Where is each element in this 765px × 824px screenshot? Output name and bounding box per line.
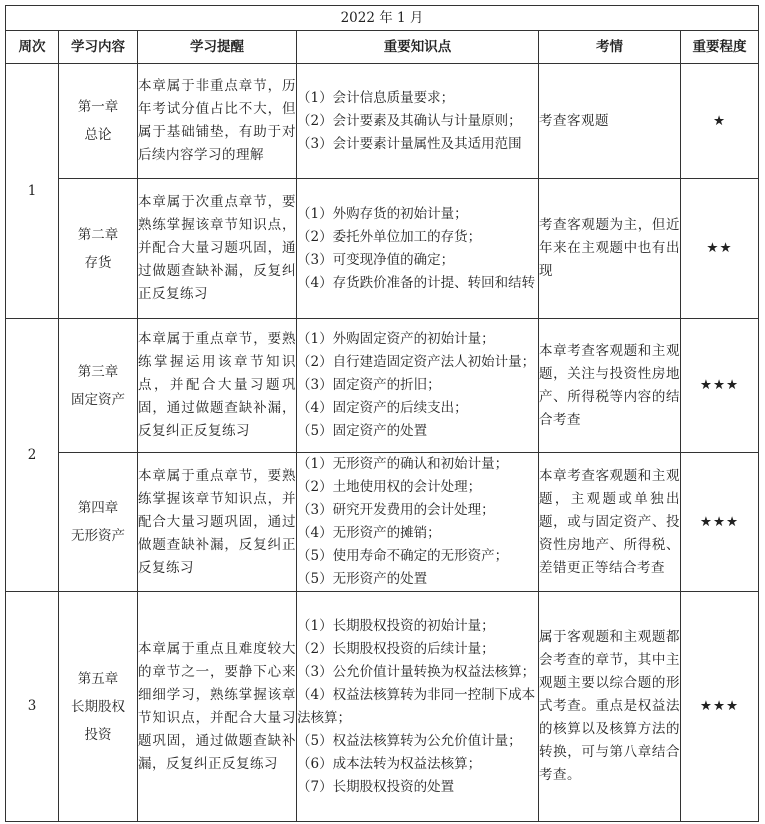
chapter-title: 固定资产 [71,391,125,408]
exam-cell: 考查客观题为主，但近年来在主观题中也有出现 [539,179,681,319]
week-cell: 1 [6,64,59,319]
chapter-number: 第三章 [77,363,119,380]
chapter-title: 无形资产 [71,528,125,544]
chapter-cell [59,64,138,179]
key-point: （7）长期股权投资的处置 [297,778,455,795]
header-row [6,31,759,64]
exam-cell: 本章考查客观题和主观题，主观题或单独出题，或与固定资产、投资性房地产、所得税、差错更正等结合考查 [539,453,681,592]
chapter-number: 第一章 [77,99,119,115]
importance-stars: ★★ [681,179,759,319]
chapter-cell [59,179,138,319]
chapter-title: 长期股权 [71,698,125,715]
chapter-title-cont: 投资 [84,726,112,743]
chapter-title: 总论 [84,127,112,143]
key-point: （4）无形资产的摊销； [297,525,441,541]
key-points-cell [297,592,539,822]
chapter-cell [59,319,138,453]
key-point: （5）使用寿命不确定的无形资产； [297,548,509,564]
key-point: （4）固定资产的后续支出； [297,400,468,416]
key-point: （4）存货跌价准备的计提、转回和结转 [297,274,536,291]
reminder-cell: 本章属于重点章节，要熟练掌握运用该章节知识点，并配合大量习题巩固，通过做题查缺补漏，反复纠正反复练习 [138,319,297,453]
key-point: （2）长期股权投资的后续计量； [297,640,495,657]
key-point: （3）会计要素计量属性及其适用范围 [297,135,522,152]
key-points-cell [297,319,539,453]
table-row [6,179,759,319]
chapter-number: 第五章 [77,670,119,687]
key-point: （6）成本法转为权益法核算； [297,755,482,772]
key-point: （1）无形资产的确认和初始计量； [297,456,509,472]
table-row [6,592,759,822]
header-content: 学习内容 [59,31,138,64]
header-week: 周次 [6,31,59,64]
chapter-title: 存货 [84,254,112,271]
exam-cell: 考查客观题 [539,64,681,179]
key-point: （1）外购存货的初始计量； [297,205,468,222]
importance-stars: ★★★ [681,319,759,453]
exam-cell: 本章考查客观题和主观题，关注与投资性房地产、所得税等内容的结合考查 [539,319,681,453]
table-title: 2022 年 1 月 [6,6,759,31]
key-points-cell [297,453,539,592]
exam-cell: 属于客观题和主观题都会考查的章节，其中主观题主要以综合题的形式考查。重点是权益法的核算以及核算方法的转换，可与第八章结合考查。 [539,592,681,822]
key-point: （2）会计要素及其确认与计量原则； [297,112,522,129]
header-importance: 重要程度 [681,31,759,64]
reminder-cell: 本章属于重点章节，要熟练掌握该章节知识点，并配合大量习题巩固，通过做题查缺补漏，反复纠正反复练习 [138,453,297,592]
key-point: （1）外购固定资产的初始计量； [297,331,495,347]
chapter-number: 第二章 [77,226,119,243]
table-row [6,453,759,592]
chapter-cell [59,453,138,592]
key-point: （1）会计信息质量要求； [297,89,455,106]
study-plan-table [5,5,759,822]
importance-stars: ★ [681,64,759,179]
key-point: （3）固定资产的折旧； [297,377,441,393]
key-point: （5）固定资产的处置 [297,423,428,439]
key-points-cell [297,64,539,179]
key-point: （5）无形资产的处置 [297,571,428,587]
key-point: （3）公允价值计量转换为权益法核算； [297,663,536,680]
title-row [6,6,759,31]
key-points-cell [297,179,539,319]
header-exam: 考情 [539,31,681,64]
key-point: （3）可变现净值的确定； [297,251,455,268]
week-cell: 2 [6,319,59,592]
key-point: （3）研究开发费用的会计处理； [297,502,495,518]
key-point: （2）土地使用权的会计处理； [297,479,482,495]
key-point: （5）权益法核算转为公允价值计量； [297,732,522,749]
key-point: （4）权益法核算转为非同一控制下成本法核算； [297,686,536,726]
key-point: （2）委托外单位加工的存货； [297,228,482,245]
importance-stars: ★★★ [681,453,759,592]
chapter-cell [59,592,138,822]
week-cell: 3 [6,592,59,822]
reminder-cell: 本章属于非重点章节，历年考试分值占比不大，但属于基础铺垫，有助于对后续内容学习的理解 [138,64,297,179]
header-key-points: 重要知识点 [297,31,539,64]
table-row [6,64,759,179]
header-reminder: 学习提醒 [138,31,297,64]
key-point: （1）长期股权投资的初始计量； [297,617,495,634]
reminder-cell: 本章属于次重点章节，要熟练掌握该章节知识点，并配合大量习题巩固，通过做题查缺补漏，反复纠正反复练习 [138,179,297,319]
reminder-cell: 本章属于重点且难度较大的章节之一，要静下心来细细学习，熟练掌握该章节知识点，并配合大量习题巩固，通过做题查缺补漏，反复纠正反复练习 [138,592,297,822]
table-row [6,319,759,453]
importance-stars: ★★★ [681,592,759,822]
chapter-number: 第四章 [77,500,119,516]
key-point: （2）自行建造固定资产法人初始计量； [297,354,536,370]
